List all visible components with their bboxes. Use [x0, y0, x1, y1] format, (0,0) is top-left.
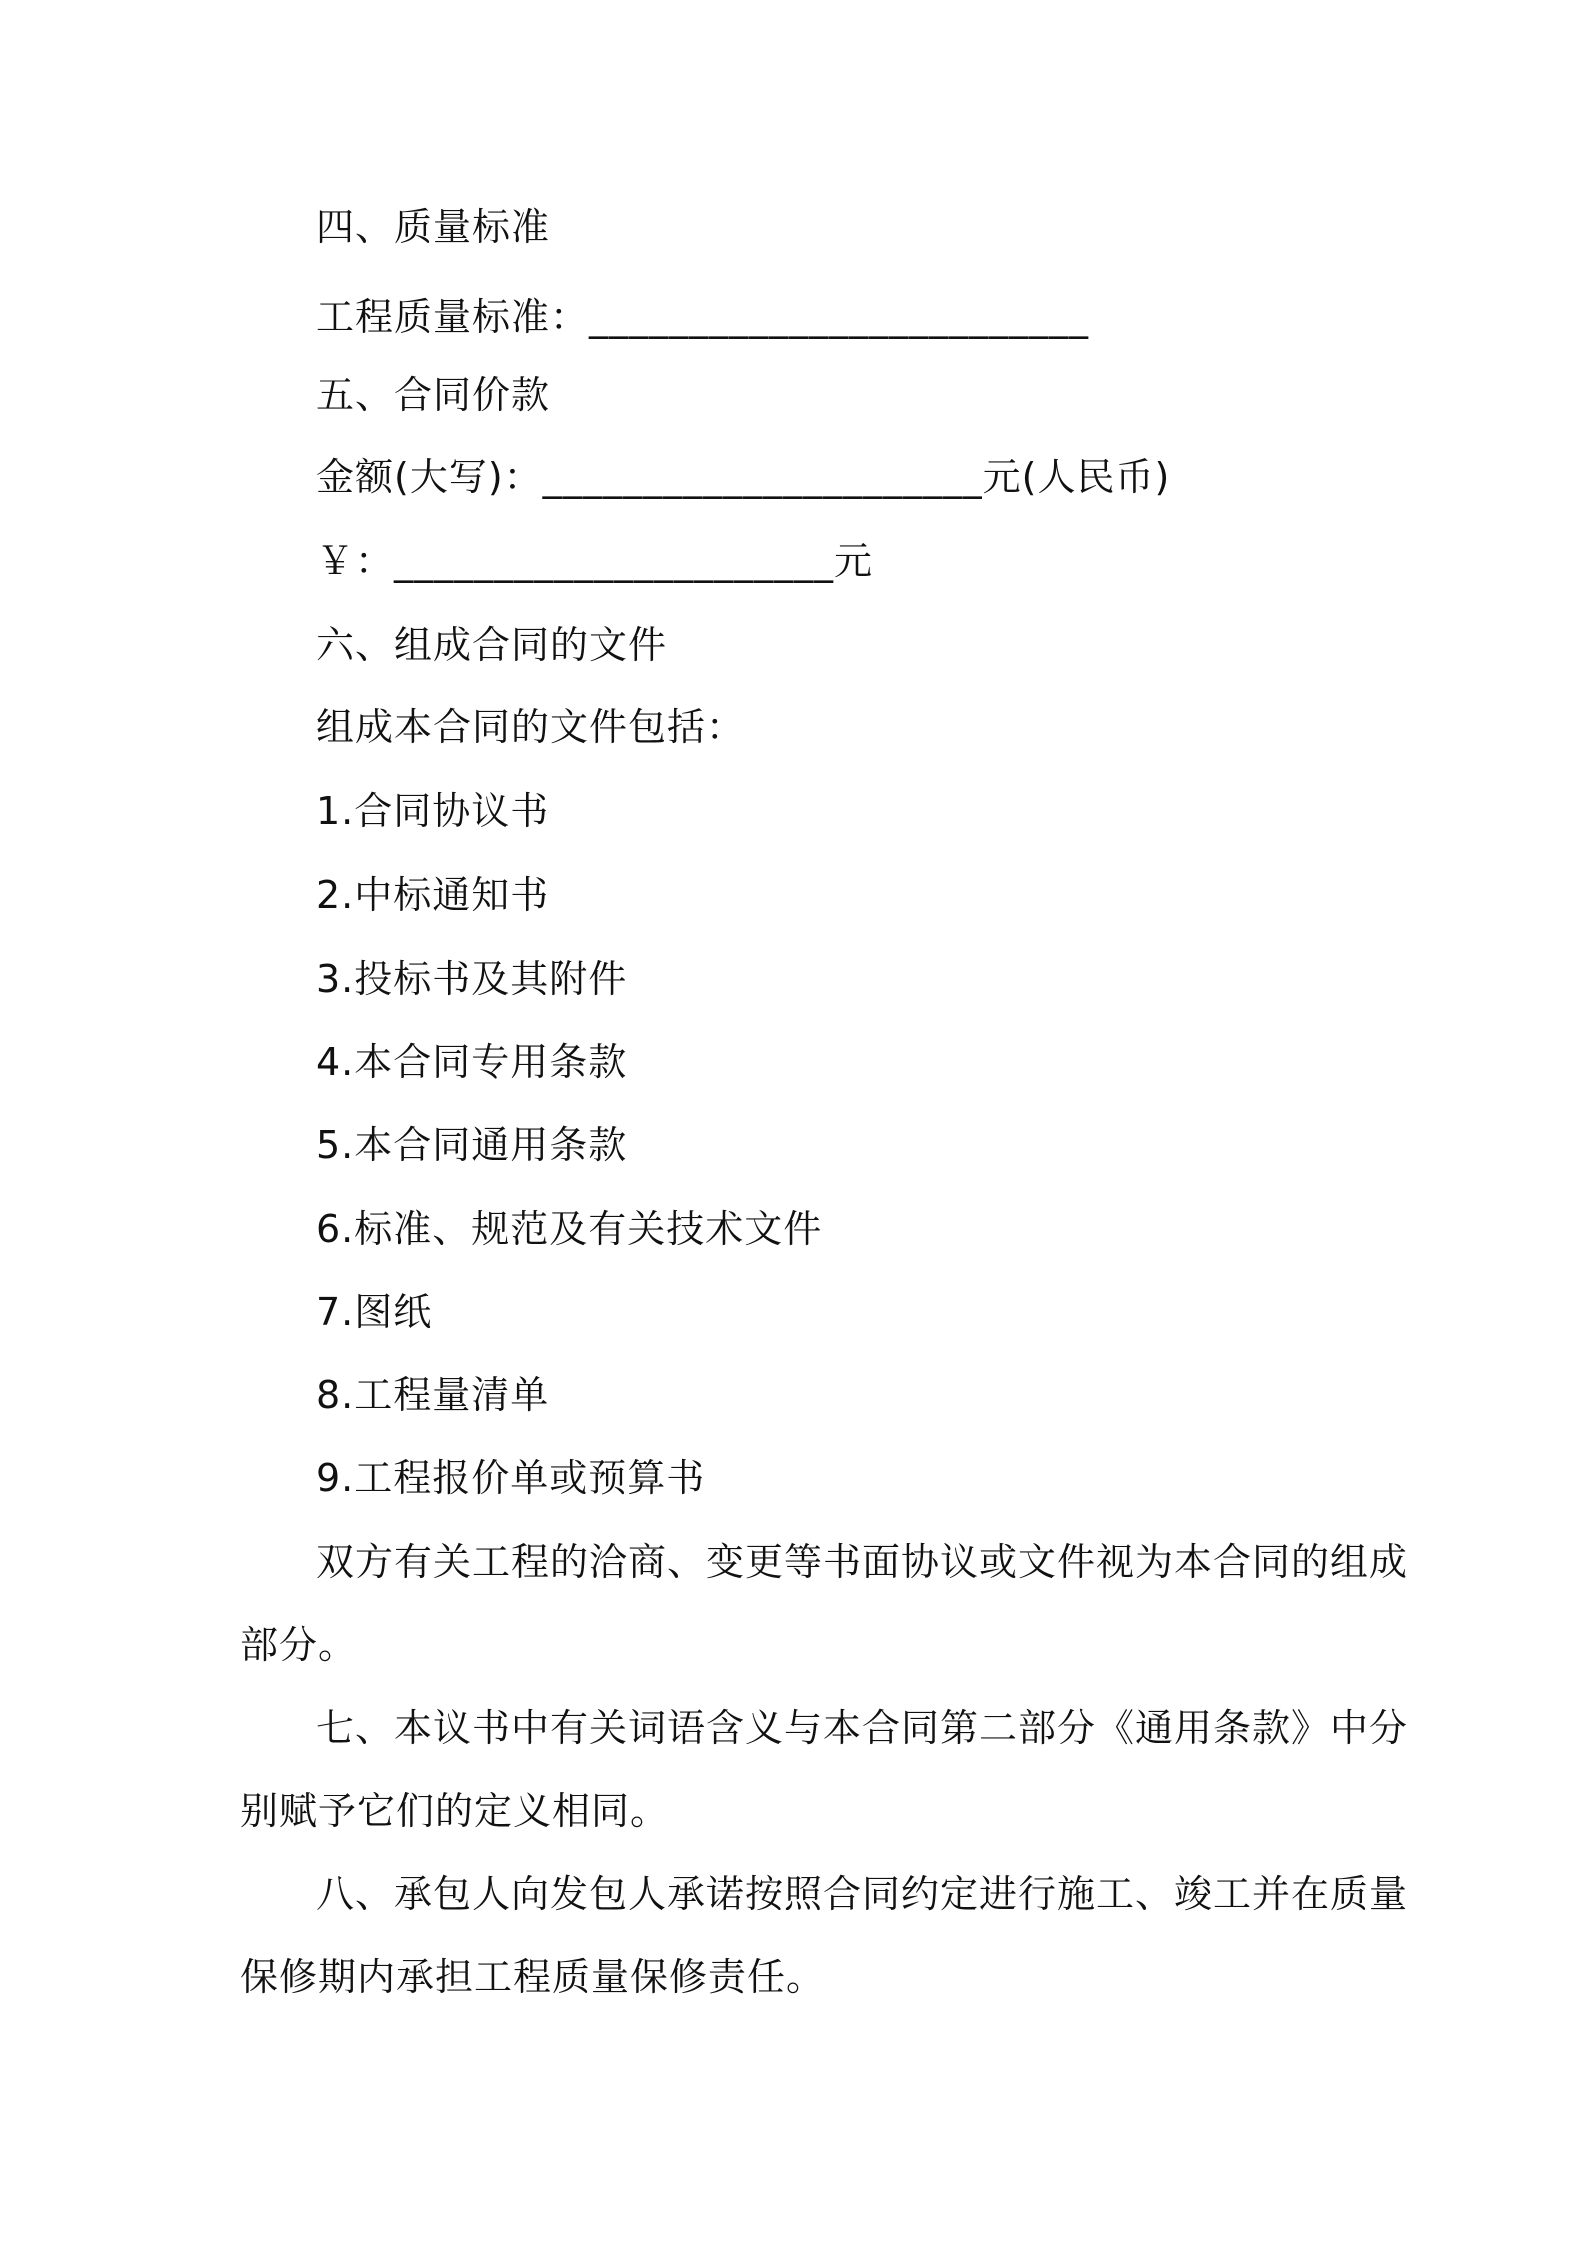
paragraph-line: 别赋予它们的定义相同。 — [240, 1789, 670, 1833]
list-item: 9.工程报价单或预算书 — [316, 1456, 706, 1500]
section-8-paragraph — [240, 1869, 1409, 2035]
documents-intro: 组成本合同的文件包括： — [316, 705, 746, 749]
paragraph-line: 部分。 — [240, 1623, 358, 1667]
paragraph-line: 保修期内承担工程质量保修责任。 — [240, 1955, 826, 1999]
paragraph-line: 七、本议书中有关词语含义与本合同第二部分《通用条款》中分 — [316, 1706, 1409, 1750]
list-item: 6.标准、规范及有关技术文件 — [316, 1207, 823, 1251]
list-item: 7.图纸 — [316, 1290, 433, 1334]
amount-upper-line: 金额(大写)：______________________元(人民币) — [316, 455, 1171, 499]
paragraph-line: 八、承包人向发包人承诺按照合同约定进行施工、竣工并在质量 — [316, 1872, 1409, 1916]
section-6-heading: 六、组成合同的文件 — [316, 623, 668, 667]
supplement-paragraph — [240, 1537, 1409, 1703]
list-item: 3.投标书及其附件 — [316, 957, 628, 1001]
section-5-heading: 五、合同价款 — [316, 373, 551, 417]
section-4-heading: 四、质量标准 — [316, 205, 551, 249]
list-item: 1.合同协议书 — [316, 789, 550, 833]
amount-yen-line: ￥：______________________元 — [316, 539, 874, 583]
list-item: 2.中标通知书 — [316, 873, 550, 917]
list-item: 8.工程量清单 — [316, 1373, 550, 1417]
list-item: 4.本合同专用条款 — [316, 1040, 628, 1084]
section-7-paragraph — [240, 1703, 1409, 1869]
quality-standard-line: 工程质量标准：_________________________ — [316, 295, 1090, 339]
list-item: 5.本合同通用条款 — [316, 1123, 628, 1167]
paragraph-line: 双方有关工程的洽商、变更等书面协议或文件视为本合同的组成 — [316, 1540, 1409, 1584]
